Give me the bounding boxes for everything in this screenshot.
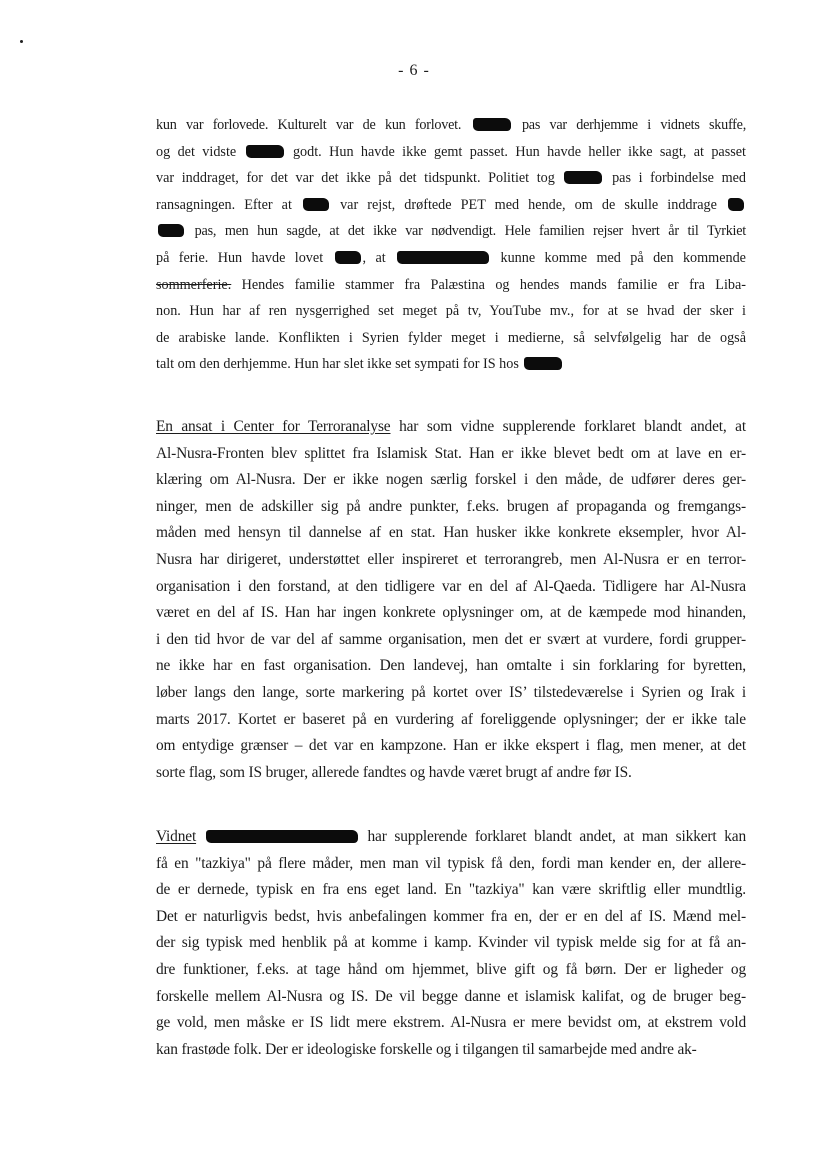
text-line: [156, 272, 746, 299]
redaction-mark: [303, 198, 329, 211]
text-run: har supplerende forklaret blandt andet, at man sikkert kan: [359, 828, 746, 845]
text-run: måden med hensyn til dannelse af en stat. Han husker ikke konkrete eksempler, hvor Al-: [156, 524, 746, 542]
scan-speck: [20, 40, 23, 43]
struck-word: sommerferie.: [156, 276, 232, 293]
text-line: [156, 904, 746, 931]
text-run: der sig typisk med henblik på at komme i kamp. Kvinder vil typisk melde sig for at få an-: [156, 934, 746, 952]
text-run: Hendes familie stammer fra Palæstina og hendes mands familie er fra Liba-: [231, 276, 746, 293]
text-run: pas var derhjemme i vidnets skuffe,: [512, 117, 746, 133]
paragraph-witness-family: [156, 112, 746, 378]
text-run: dre funktioner, f.eks. at tage hånd om hjemmet, blive gift og få børn. Der er ligheder og: [156, 960, 746, 978]
text-run: og det vidste: [156, 143, 244, 160]
text-run: forskelle mellem Al-Nusra og IS. De vil begge danne et islamisk kalifat, og de bruger beg-: [156, 987, 746, 1005]
redaction-mark: [246, 145, 284, 158]
text-line: [156, 851, 746, 878]
text-line: [156, 707, 746, 734]
text-line: [156, 1037, 746, 1064]
text-line: [156, 165, 746, 192]
text-run: [196, 828, 204, 845]
text-run: pas i forbindelse med: [604, 170, 746, 187]
text-run: på ferie. Hun havde lovet: [156, 249, 333, 266]
text-run: været en del af IS. Han har ingen konkrete oplysninger om, at de kæmpede mod hinanden,: [156, 604, 746, 622]
text-line: [156, 192, 746, 219]
text-run: ge vold, men måske er IS lidt mere ekstrem. Al-Nusra er mere bevidst om, at ekstrem vold: [156, 1014, 746, 1032]
text-run: talt om den derhjemme. Hun har slet ikke set sympati for IS hos: [156, 356, 523, 373]
text-run: kunne komme med på den kommende: [491, 249, 746, 266]
text-line: [156, 218, 746, 245]
text-run: Nusra har dirigeret, understøttet eller inspireret et terrorangreb, men Al-Nusra er en terror-: [156, 550, 746, 568]
text-line: [156, 877, 746, 904]
text-run: [156, 277, 746, 293]
text-line: [156, 245, 746, 272]
page-number: - 6 -: [398, 62, 430, 79]
text-run: organisation i den forstand, at den tidligere var en del af Al-Qaeda. Tidligere har Al-Nusra: [156, 577, 746, 595]
redaction-mark: [728, 198, 744, 211]
text-line: [156, 760, 746, 787]
text-line: [156, 441, 746, 468]
text-run: har som vidne supplerende forklaret blandt andet, at: [390, 418, 746, 435]
text-run: non. Hun har af ren nysgerrighed set meget på tv, YouTube mv., for at se hvad der sker i: [156, 303, 746, 320]
text-run: løber langs den lange, sorte markering på kortet over IS’ tilstedeværelse i Syrien og Irak i: [156, 683, 746, 701]
text-run: pas, men hun sagde, at det ikke var nødvendigt. Hele familien rejser hvert år til Tyrkiet: [186, 223, 746, 240]
text-line: [156, 494, 746, 521]
text-run: kan frastøde folk. Der er ideologiske forskelle og i tilgangen til samarbejde med andre ak-: [156, 1040, 697, 1058]
redaction-mark: [473, 118, 511, 131]
text-line: [156, 520, 746, 547]
redaction-mark: [158, 224, 184, 237]
text-run: sorte flag, som IS bruger, allerede fandtes og havde været brugt af andre før IS.: [156, 763, 632, 781]
text-run: ransagningen. Efter at: [156, 196, 301, 213]
text-run: de er dernede, typisk en fra ens eget land. En "tazkiya" kan være skriftlig eller mundtlig.: [156, 881, 746, 899]
text-line: [156, 680, 746, 707]
text-line: [156, 824, 746, 851]
redaction-mark: [206, 830, 358, 843]
text-run: ninger, men de adskiller sig på andre punkter, f.eks. brugen af propaganda og fremgangs-: [156, 497, 746, 515]
text-line: [156, 957, 746, 984]
text-line: [156, 600, 746, 627]
text-line: [156, 112, 746, 139]
text-run: de arabiske lande. Konflikten i Syrien fylder meget i medierne, så selvfølgelig har de også: [156, 329, 746, 346]
text-line: [156, 298, 746, 325]
text-run: om entydige grænser – det var en kampzone. Han er ikke ekspert i flag, men mener, at det: [156, 737, 746, 755]
text-run: klæring om Al-Nusra. Der er ikke nogen særlig forskel i den måde, de udfører deres ger-: [156, 471, 746, 489]
text-line: [156, 1010, 746, 1037]
paragraph-terror-analysis-employee: [156, 414, 746, 786]
text-run: få en "tazkiya" på flere måder, men man vil typisk få den, fordi man kender en, der allere-: [156, 854, 746, 872]
text-line: [156, 627, 746, 654]
text-line: [156, 930, 746, 957]
paragraph-lead: Vidnet: [156, 828, 197, 845]
text-run: kun var forlovede. Kulturelt var de kun forlovet.: [156, 117, 471, 133]
text-line: [156, 574, 746, 601]
text-run: var rejst, drøftede PET med hende, om de skulle inddrage: [331, 196, 727, 213]
paragraph-lead: En ansat i Center for Terroranalyse: [156, 418, 391, 435]
redaction-mark: [397, 251, 489, 264]
text-line: [156, 414, 746, 441]
text-run: var inddraget, for det var det ikke på det tidspunkt. Politiet tog: [156, 170, 563, 187]
text-run: marts 2017. Kortet er baseret på en vurdering af foreliggende oplysninger; der er ikke tale: [156, 710, 746, 728]
text-line: [156, 653, 746, 680]
text-line: [156, 139, 746, 166]
text-line: [156, 733, 746, 760]
text-run: Al-Nusra-Fronten blev splittet fra Islamisk Stat. Han er ikke blevet bedt om at lave en er-: [156, 444, 746, 462]
redaction-mark: [335, 251, 361, 264]
text-run: , at: [362, 249, 396, 266]
text-run: ne ikke har en fast organisation. Den landevej, han omtalte i sin forklaring for byretten,: [156, 657, 746, 675]
text-line: [156, 984, 746, 1011]
text-line: [156, 325, 746, 352]
text-run: godt. Hun havde ikke gemt passet. Hun havde heller ikke sagt, at passet: [285, 143, 746, 160]
redaction-mark: [564, 171, 602, 184]
redaction-mark: [524, 357, 562, 370]
text-run: i den tid hvor de var del af samme organisation, men det er svært at vurdere, fordi grupper-: [156, 630, 746, 648]
paragraph-witness-tazkiya: [156, 824, 746, 1063]
text-line: [156, 351, 746, 378]
text-run: Det er naturligvis bedst, hvis anbefalingen kommer fra en, der er en del af IS. Mænd mel-: [156, 907, 746, 925]
text-line: [156, 467, 746, 494]
text-line: [156, 547, 746, 574]
